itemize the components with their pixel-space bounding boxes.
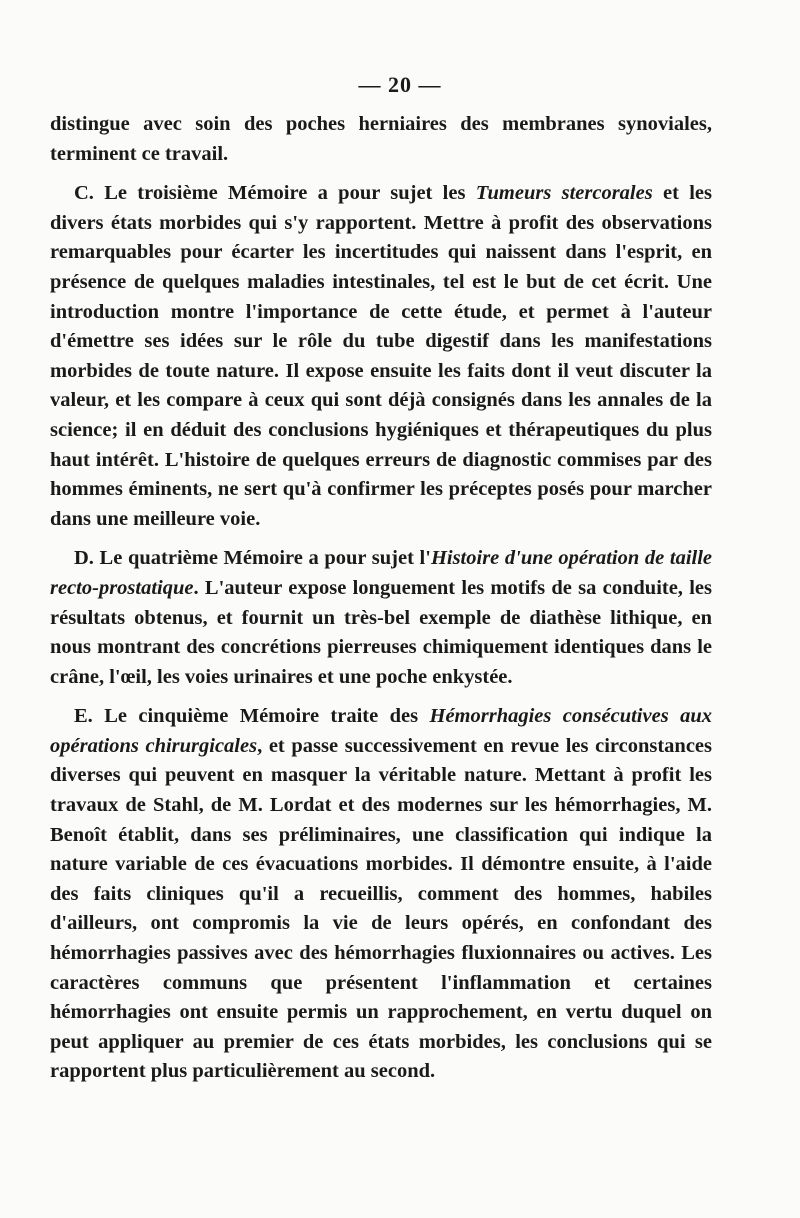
paragraph-text: , et passe successivement en revue les circonstances diverses qui peuvent en masquer la véritable nature. Mettant à profit les travaux de Stahl, de M. Lordat et des modernes sur les hémorrhagies, M. Benoît établit, dans ses préliminaires, une classification qui indique la nature variable de ces évacuations morbides. Il démontre ensuite, à l'aide des faits cliniques qu'il a recueillis, comment des hommes, habiles d'ailleurs, ont compromis la vie de leurs opérés, en confondant des hémorrhagies passives avec des hémorrhagies fluxionnaires ou actives. Les caractères communs que présentent l'inflammation et certaines hémorrhagies ont ensuite permis un rapprochement, en vertu duquel on peut appliquer au premier de ces états morbides, les conclusions qui se rapportent plus particulièrement au second.: [50, 734, 713, 1083]
paragraph-text: E. Le cinquième Mémoire traite des: [74, 705, 430, 728]
italic-title: Hémorrhagies consécutives aux opérations chirurgicales: [50, 705, 712, 757]
page-number: — 20 —: [358, 72, 442, 97]
paragraph-text: . L'auteur expose longuement les motifs de sa conduite, les résultats obtenus, et fournit un très-bel exemple de diathèse lithique, en nous montrant des concrétions pierreuses chimiquement identiques dans le crâne, l'œil, les voies urinaires et une poche enkystée.: [50, 576, 712, 688]
body-text: [50, 110, 712, 1097]
italic-title: Tumeurs stercorales: [475, 182, 653, 205]
paragraph-intro: [50, 110, 712, 169]
paragraph-text: et les divers états morbides qui s'y rapportent. Mettre à profit des observations remarquables pour écarter les incertitudes qui naissent dans l'esprit, en présence de quelques maladies intestinales, tel est le but de cet écrit. Une introduction montre l'importance de cette étude, et permet à l'auteur d'émettre ses idées sur le rôle du tube digestif dans les manifestations morbides de toute nature. Il expose ensuite les faits dont il veut discuter la valeur, et les compare à ceux qui sont déjà consignés dans les annales de la science; il en déduit des conclusions hygiéniques et thérapeutiques du plus haut intérêt. L'histoire de quelques erreurs de diagnostic commises par des hommes éminents, ne sert qu'à confirmer les préceptes posés pour marcher dans une meilleure voie.: [50, 182, 712, 530]
italic-title: Histoire d'une opération de taille recto-prostatique: [50, 547, 712, 599]
paragraph-text: D. Le quatrième Mémoire a pour sujet l': [74, 547, 431, 570]
paragraph-c: [50, 179, 712, 534]
paragraph-text: distingue avec soin des poches herniaires des membranes synoviales, terminent ce travail.: [50, 113, 712, 165]
paragraph-e: [50, 702, 712, 1087]
paragraph-text: C. Le troisième Mémoire a pour sujet les: [74, 182, 476, 205]
paragraph-d: [50, 544, 712, 692]
